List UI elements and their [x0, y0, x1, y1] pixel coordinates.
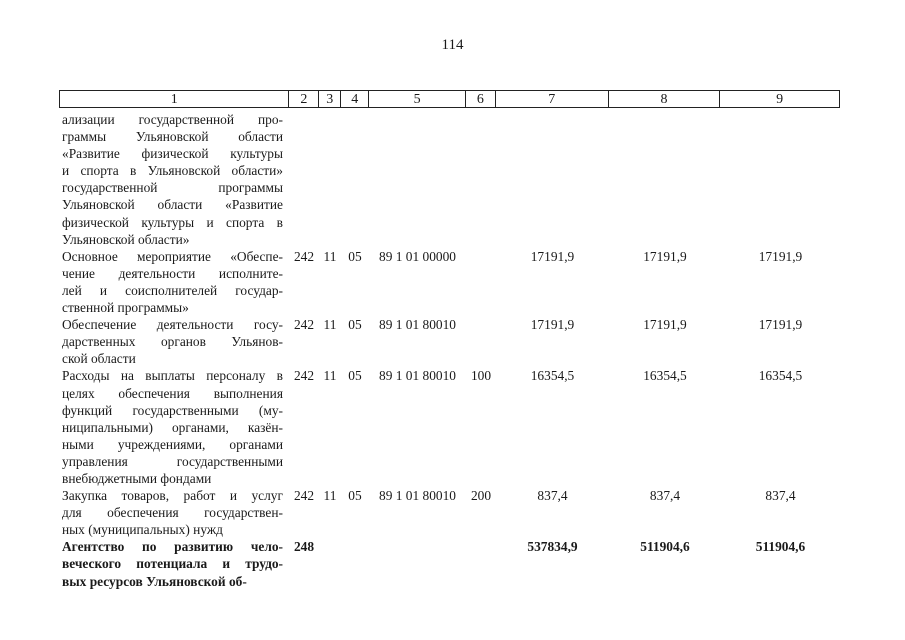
table-row [59, 367, 840, 487]
description-line: Закупка товаров, работ и услуг [62, 488, 283, 504]
row-code-5: 89 1 01 80010 [379, 317, 456, 333]
row-amount-9 [721, 111, 840, 248]
row-code-3: 11 [323, 368, 337, 384]
header-col-8: 8 [609, 91, 721, 107]
description-line: граммы Ульяновской области [62, 129, 283, 145]
row-code-4: 05 [348, 368, 362, 384]
description-line: Обеспечение деятельности госу- [62, 317, 283, 333]
description-line: дарственных органов Ульянов- [62, 334, 283, 350]
row-code-2: 242 [293, 368, 315, 384]
table-row [59, 316, 840, 367]
row-code-3 [319, 111, 341, 248]
row-amount-8: 837,4 [649, 488, 681, 504]
row-amount-9: 837,4 [765, 488, 796, 504]
description-line: «Развитие физической культуры [62, 146, 283, 162]
description-line: Расходы на выплаты персоналу в [62, 368, 283, 384]
description-line: физической культуры и спорта в [62, 214, 283, 230]
row-code-4: 05 [348, 488, 362, 504]
table-row [59, 248, 840, 316]
description-line: Основное мероприятие «Обеспе- [62, 248, 283, 264]
description-line: чение деятельности исполните- [62, 265, 283, 281]
description-line: ниципальными) органами, казён- [62, 419, 283, 435]
description-line: ализации государственной про- [62, 112, 283, 127]
row-code-3: 11 [323, 317, 337, 333]
row-amount-7: 16354,5 [530, 368, 575, 384]
description-line: внебюджетными фондами [62, 470, 212, 486]
description-line: целях обеспечения выполнения [62, 385, 283, 401]
row-code-3: 11 [323, 248, 337, 264]
row-code-2: 242 [293, 317, 315, 333]
row-code-6: 100 [470, 368, 492, 384]
row-amount-9: 17191,9 [758, 248, 803, 264]
row-amount-8: 17191,9 [643, 317, 687, 333]
row-code-5 [369, 538, 466, 589]
row-code-4: 05 [348, 317, 362, 333]
row-code-6 [466, 538, 496, 589]
row-code-6: 200 [470, 488, 492, 504]
table-row [59, 111, 840, 248]
description-line: Ульяновской области «Развитие [62, 197, 283, 213]
row-code-3 [319, 538, 341, 589]
row-code-4 [341, 538, 369, 589]
description-line: веческого потенциала и трудо- [62, 556, 283, 572]
row-code-2 [289, 111, 319, 248]
page-number: 114 [441, 37, 464, 53]
row-amount-7: 837,4 [537, 488, 568, 504]
row-description [59, 111, 283, 248]
description-line: государственной программы [62, 180, 283, 196]
row-code-4: 05 [348, 248, 362, 264]
header-col-1: 1 [60, 91, 289, 107]
row-description [59, 487, 283, 538]
row-description [59, 538, 283, 589]
description-line: Ульяновской области» [62, 231, 190, 247]
description-line: управления государственными [62, 453, 283, 469]
row-code-5 [369, 111, 466, 248]
description-line: для обеспечения государствен- [62, 505, 283, 521]
row-amount-9: 17191,9 [758, 317, 803, 333]
row-code-2: 242 [293, 248, 315, 264]
description-line: ственной программы» [62, 300, 189, 316]
row-code-5: 89 1 01 80010 [379, 368, 456, 384]
row-amount-7: 17191,9 [530, 248, 575, 264]
row-amount-7: 17191,9 [530, 317, 575, 333]
row-amount-7: 537834,9 [527, 539, 578, 555]
table-body [59, 111, 840, 590]
header-col-3: 3 [319, 91, 341, 107]
row-amount-9: 16354,5 [758, 368, 803, 384]
header-col-6: 6 [466, 91, 496, 107]
header-col-4: 4 [341, 91, 369, 107]
row-code-6 [466, 111, 496, 248]
table-header [59, 90, 840, 108]
table-row [59, 538, 840, 589]
header-col-5: 5 [369, 91, 466, 107]
description-line: ными учреждениями, органами [62, 436, 283, 452]
row-code-5: 89 1 01 00000 [379, 248, 456, 264]
row-description [59, 248, 283, 316]
row-amount-9: 511904,6 [755, 539, 806, 555]
description-line: Агентство по развитию чело- [62, 539, 283, 555]
header-col-7: 7 [496, 91, 609, 107]
row-code-2: 248 [293, 539, 315, 555]
row-amount-7 [496, 111, 609, 248]
row-code-4 [341, 111, 369, 248]
row-code-2: 242 [293, 488, 315, 504]
row-code-5: 89 1 01 80010 [379, 488, 456, 504]
row-amount-8: 17191,9 [643, 248, 687, 264]
description-line: ской области [62, 351, 136, 367]
row-code-6 [466, 316, 496, 367]
description-line: ных (муниципальных) нужд [62, 522, 223, 538]
table-row [59, 487, 840, 538]
row-description [59, 367, 283, 487]
description-line: вых ресурсов Ульяновской об- [62, 573, 247, 589]
description-line: лей и соисполнителей государ- [62, 282, 283, 298]
header-col-9: 9 [776, 92, 784, 107]
row-amount-8: 511904,6 [640, 539, 690, 555]
row-description [59, 316, 283, 367]
row-amount-8 [609, 111, 721, 248]
description-line: функций государственными (му- [62, 402, 283, 418]
row-amount-8: 16354,5 [643, 368, 687, 384]
description-line: и спорта в Ульяновской области» [62, 163, 283, 179]
row-code-3: 11 [323, 488, 337, 504]
header-col-2: 2 [289, 91, 319, 107]
row-code-6 [466, 248, 496, 316]
